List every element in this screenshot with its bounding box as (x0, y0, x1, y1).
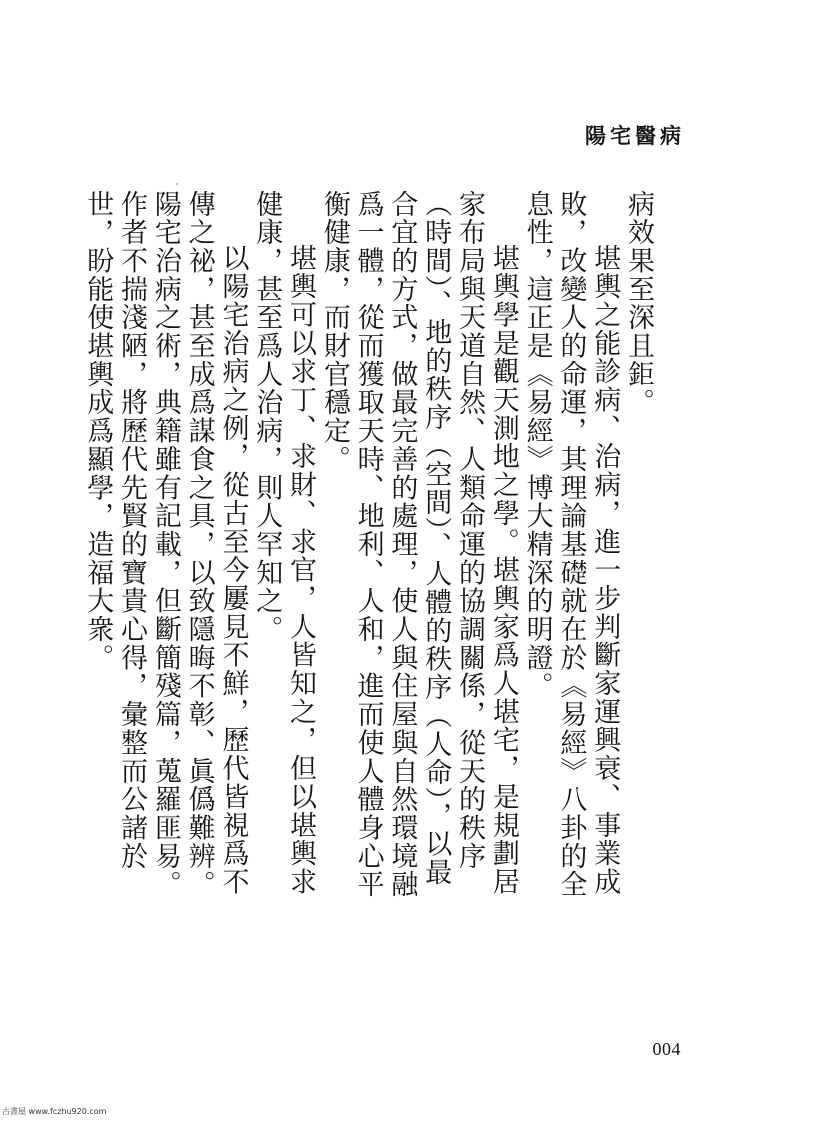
paragraph-3: 堪輿學是觀天測地之學。堪輿家爲人堪宅，是規劃居家布局與天道自然、人類命運的協調關係，從天的秩序（時間）、地的秩序（空間）、人體的秩序（人命），以最合宜的方式，做最完善的處理，使人與住屋與自然環境融爲一體，從而獲取天時、地利、人和，進而使人體身心平衡健康，而財官穩定。 (318, 190, 519, 899)
paragraph-2: 堪輿之能診病、治病，進一步判斷家運興衰、事業成敗，改變人的命運，其理論基礎就在於《易經》八卦的全息性，這正是《易經》博大精深的明證。 (521, 190, 621, 899)
running-header-title: 陽宅醫病 (585, 123, 685, 148)
site-watermark: 古書屋 www.fczhu920.com (2, 1107, 107, 1116)
body-text-column-block (82, 190, 655, 910)
paragraph-1: 病效果至深且鉅。 (623, 190, 654, 417)
page-number: 004 (652, 1039, 681, 1059)
paragraph-5: 以陽宅治病之例，從古至今屢見不鮮，歷代皆視爲不傳之祕，甚至成爲謀食之具，以致隱晦不彰、眞僞難辨。陽宅治病之術，典籍雖有記載，但斷簡殘篇，蒐羅匪易。作者不揣淺陋，將歷代先賢的寶貴心得，彙整而公諸於世，盼能使堪輿成爲顯學，造福大衆。 (82, 190, 249, 899)
scan-speck (176, 183, 178, 185)
paragraph-4: 堪輿可以求丁、求財、求官，人皆知之，但以堪輿求健康，甚至爲人治病，則人罕知之。 (251, 190, 317, 897)
